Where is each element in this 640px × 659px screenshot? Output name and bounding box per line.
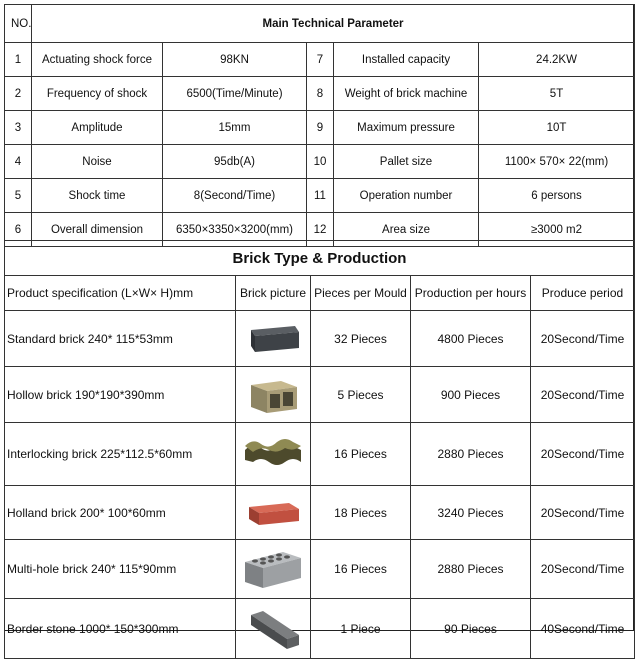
param-no: 9	[307, 111, 334, 145]
param-label: Area size	[334, 213, 479, 247]
param-no: 11	[307, 179, 334, 213]
brick-period: 40Second/Time	[531, 599, 635, 659]
brick-spec: Standard brick 240* 115*53mm	[5, 311, 236, 367]
param-label: Operation number	[334, 179, 479, 213]
param-no: 7	[307, 43, 334, 77]
param-no: 8	[307, 77, 334, 111]
brick-row	[5, 540, 635, 599]
brick-spec: Border stone 1000* 150*300mm	[5, 599, 236, 659]
param-no: 10	[307, 145, 334, 179]
param-value: 8(Second/Time)	[163, 179, 307, 213]
param-row	[5, 111, 635, 145]
param-no: 4	[5, 145, 32, 179]
brick-period: 20Second/Time	[531, 311, 635, 367]
brick-pieces: 16 Pieces	[311, 540, 411, 599]
param-label: Amplitude	[32, 111, 163, 145]
main-title: Main Technical Parameter	[32, 5, 635, 43]
brick-period: 20Second/Time	[531, 367, 635, 423]
param-label: Installed capacity	[334, 43, 479, 77]
hollow-brick-icon	[245, 375, 301, 415]
holland-brick-icon	[245, 497, 301, 529]
param-label: Pallet size	[334, 145, 479, 179]
brick-row	[5, 367, 635, 423]
no-header: NO.	[5, 5, 32, 43]
param-row	[5, 179, 635, 213]
brick-production: 900 Pieces	[411, 367, 531, 423]
param-value: 95db(A)	[163, 145, 307, 179]
brick-row	[5, 599, 635, 659]
param-row	[5, 43, 635, 77]
brick-production-table	[4, 240, 635, 659]
param-no: 5	[5, 179, 32, 213]
brick-pieces: 1 Piece	[311, 599, 411, 659]
param-value: ≥3000 m2	[479, 213, 635, 247]
param-label: Noise	[32, 145, 163, 179]
brick-pieces: 32 Pieces	[311, 311, 411, 367]
brick-spec: Interlocking brick 225*112.5*60mm	[5, 423, 236, 486]
param-no: 12	[307, 213, 334, 247]
brick-picture-cell	[236, 367, 311, 423]
brick-row	[5, 423, 635, 486]
brick-production: 90 Pieces	[411, 599, 531, 659]
brick-picture-cell	[236, 486, 311, 540]
param-value: 6 persons	[479, 179, 635, 213]
technical-parameter-table	[4, 4, 635, 247]
param-value: 6350×3350×3200(mm)	[163, 213, 307, 247]
param-label: Shock time	[32, 179, 163, 213]
brick-spec: Multi-hole brick 240* 115*90mm	[5, 540, 236, 599]
brick-period: 20Second/Time	[531, 486, 635, 540]
brick-spec: Holland brick 200* 100*60mm	[5, 486, 236, 540]
param-value: 1100× 570× 22(mm)	[479, 145, 635, 179]
param-no: 2	[5, 77, 32, 111]
param-value: 10T	[479, 111, 635, 145]
spec-header: Product specification (L×W× H)mm	[5, 276, 236, 311]
brick-picture-cell	[236, 540, 311, 599]
brick-section-title: Brick Type & Production	[5, 241, 635, 276]
brick-picture-cell	[236, 423, 311, 486]
picture-header: Brick picture	[236, 276, 311, 311]
param-label: Maximum pressure	[334, 111, 479, 145]
param-no: 6	[5, 213, 32, 247]
param-label: Overall dimension	[32, 213, 163, 247]
multi-hole-brick-icon	[241, 548, 305, 590]
brick-production: 2880 Pieces	[411, 423, 531, 486]
param-value: 15mm	[163, 111, 307, 145]
brick-period: 20Second/Time	[531, 423, 635, 486]
pieces-header: Pieces per Mould	[311, 276, 411, 311]
param-label: Weight of brick machine	[334, 77, 479, 111]
brick-production: 2880 Pieces	[411, 540, 531, 599]
brick-period: 20Second/Time	[531, 540, 635, 599]
brick-row	[5, 311, 635, 367]
param-row	[5, 145, 635, 179]
standard-brick-icon	[245, 322, 301, 356]
brick-row	[5, 486, 635, 540]
param-value: 98KN	[163, 43, 307, 77]
param-row	[5, 77, 635, 111]
period-header: Produce period	[531, 276, 635, 311]
param-value: 5T	[479, 77, 635, 111]
brick-picture-cell	[236, 311, 311, 367]
interlocking-brick-icon	[241, 436, 305, 472]
param-no: 3	[5, 111, 32, 145]
param-value: 24.2KW	[479, 43, 635, 77]
brick-production: 4800 Pieces	[411, 311, 531, 367]
brick-spec: Hollow brick 190*190*390mm	[5, 367, 236, 423]
brick-pieces: 5 Pieces	[311, 367, 411, 423]
param-label: Frequency of shock	[32, 77, 163, 111]
brick-production: 3240 Pieces	[411, 486, 531, 540]
production-header: Production per hours	[411, 276, 531, 311]
param-no: 1	[5, 43, 32, 77]
brick-pieces: 18 Pieces	[311, 486, 411, 540]
brick-pieces: 16 Pieces	[311, 423, 411, 486]
brick-picture-cell	[236, 599, 311, 659]
border-stone-icon	[245, 607, 301, 651]
param-label: Actuating shock force	[32, 43, 163, 77]
param-value: 6500(Time/Minute)	[163, 77, 307, 111]
